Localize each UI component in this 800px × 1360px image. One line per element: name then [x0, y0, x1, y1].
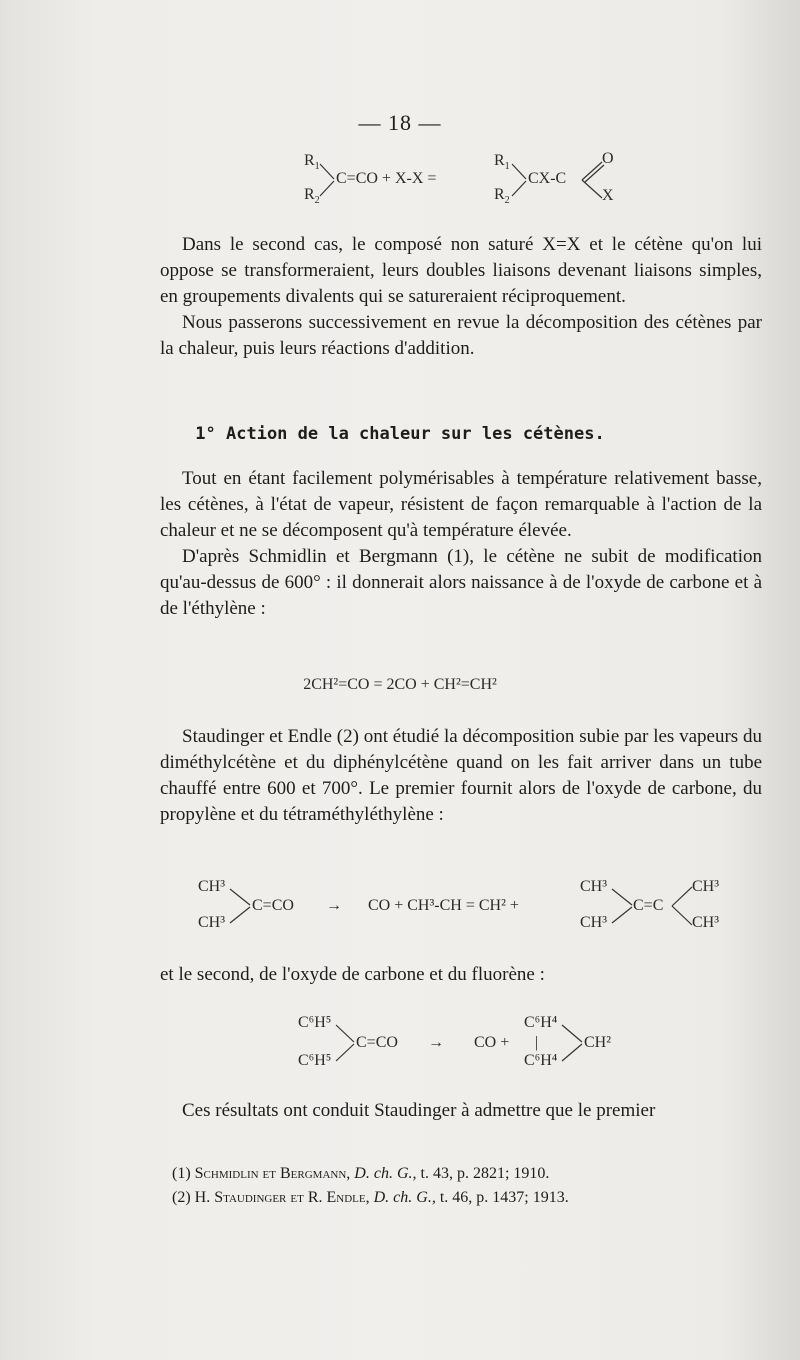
- eq1-right-o: O: [602, 150, 614, 167]
- paragraph: Staudinger et Endle (2) ont étudié la décomposition subie par les vapeurs du diméthylcétène et du diphénylcétène quand on les fait arriver dans un tube chauffé entre 600 et 700°. Le premier fournit alors de l'oxyde de carbone, du propylène et du tétraméthyléthylène :: [160, 726, 762, 825]
- eq1-right-r2-sub: 2: [504, 195, 510, 207]
- footnote: [172, 1162, 772, 1186]
- footnote-reference: t. 43, p. 2821; 1910.: [420, 1165, 550, 1182]
- eq3-left-bottom: CH³: [198, 914, 226, 931]
- eq3-left-top: CH³: [198, 878, 226, 895]
- eq3-right-body: C=C: [633, 897, 664, 914]
- eq4-right-bar: |: [535, 1034, 539, 1051]
- eq1-left-r2: R: [304, 186, 315, 203]
- section-heading: 1° Action de la chaleur sur les cétènes.: [195, 424, 605, 444]
- eq3-left-body: C=CO: [252, 897, 294, 914]
- eq3-right-bottom-left: CH³: [580, 914, 608, 931]
- eq1-right-r1-sub: 1: [504, 161, 510, 173]
- eq4-right-bottom: C⁶H⁴: [524, 1052, 558, 1069]
- footnote-journal: D. ch. G.,: [373, 1189, 436, 1206]
- footnote-authors: Schmidlin et Bergmann,: [194, 1165, 351, 1182]
- eq4-left-bottom: C⁶H⁵: [298, 1052, 332, 1069]
- eq3-left-bond-lines: [228, 886, 254, 926]
- paragraph: et le second, de l'oxyde de carbone et du fluorène :: [160, 964, 545, 985]
- eq4-left-top: C⁶H⁵: [298, 1014, 332, 1031]
- eq3-right-bottom-right: CH³: [692, 914, 720, 931]
- footnote: [172, 1186, 772, 1210]
- footnote-mark: (1): [172, 1165, 191, 1182]
- paragraph: D'après Schmidlin et Bergmann (1), le cétène ne subit de modification qu'au-dessus de 600° : il donnerait alors naissance à de l'oxyde de carbone et à de l'éthylène :: [160, 546, 762, 619]
- footnote-journal: D. ch. G.,: [354, 1165, 417, 1182]
- eq4-arrow: →: [428, 1034, 444, 1051]
- eq1-right-r1: R: [494, 152, 505, 169]
- footnote-reference: t. 46, p. 1437; 1913.: [439, 1189, 569, 1206]
- eq1-right-body: CX-C: [528, 170, 567, 187]
- eq4-right-top: C⁶H⁴: [524, 1014, 558, 1031]
- body-text-fluorene: [160, 962, 762, 988]
- footnote-authors: H. Staudinger et R. Endle,: [194, 1189, 370, 1206]
- eq1-left-r2-sub: 2: [314, 195, 320, 207]
- eq1-right-x: X: [602, 187, 614, 204]
- equation-ketene-decomposition: 2CH²=CO = 2CO + CH²=CH²: [303, 676, 497, 693]
- body-text-top: [160, 232, 762, 362]
- paragraph: Nous passerons successivement en revue la décomposition des cétènes par la chaleur, puis leurs réactions d'addition.: [160, 312, 762, 359]
- eq4-right-body: CH²: [584, 1034, 612, 1051]
- paragraph: Tout en étant facilement polymérisables à température relativement basse, les cétènes, à l'état de vapeur, résistent de façon remarquable à l'action de la chaleur et ne se décomposent qu'à température élevée.: [160, 468, 762, 541]
- eq1-right-r2: R: [494, 186, 505, 203]
- eq1-right-bond-lines: [510, 160, 530, 200]
- eq3-middle: CO + CH³-CH = CH² +: [368, 897, 519, 914]
- page-number: — 18 —: [358, 110, 442, 135]
- eq4-left-body: C=CO: [356, 1034, 398, 1051]
- eq4-right-bond-lines: [560, 1022, 586, 1064]
- body-text-staudinger: [160, 724, 762, 828]
- eq4-left-bond-lines: [334, 1022, 358, 1064]
- paragraph: Dans le second cas, le composé non saturé X=X et le cétène qu'on lui oppose se transformeraient, leurs doubles liaisons devenant liaisons simples, en groupements divalents qui se satureraient réciproquement.: [160, 234, 762, 307]
- footnotes: [172, 1162, 772, 1210]
- eq3-right-top-right: CH³: [692, 878, 720, 895]
- eq1-left-bond-lines: [318, 160, 338, 200]
- paragraph: Ces résultats ont conduit Staudinger à admettre que le premier: [182, 1100, 656, 1121]
- eq1-left-body: C=CO + X-X =: [336, 170, 437, 187]
- body-text-bottom: [160, 1098, 762, 1124]
- eq4-middle: CO +: [474, 1034, 510, 1051]
- eq3-arrow: →: [326, 897, 342, 914]
- footnote-mark: (2): [172, 1189, 191, 1206]
- eq1-left-r1: R: [304, 152, 315, 169]
- body-text-middle: [160, 466, 762, 622]
- eq1-left-r1-sub: 1: [314, 161, 320, 173]
- eq3-right-top-left: CH³: [580, 878, 608, 895]
